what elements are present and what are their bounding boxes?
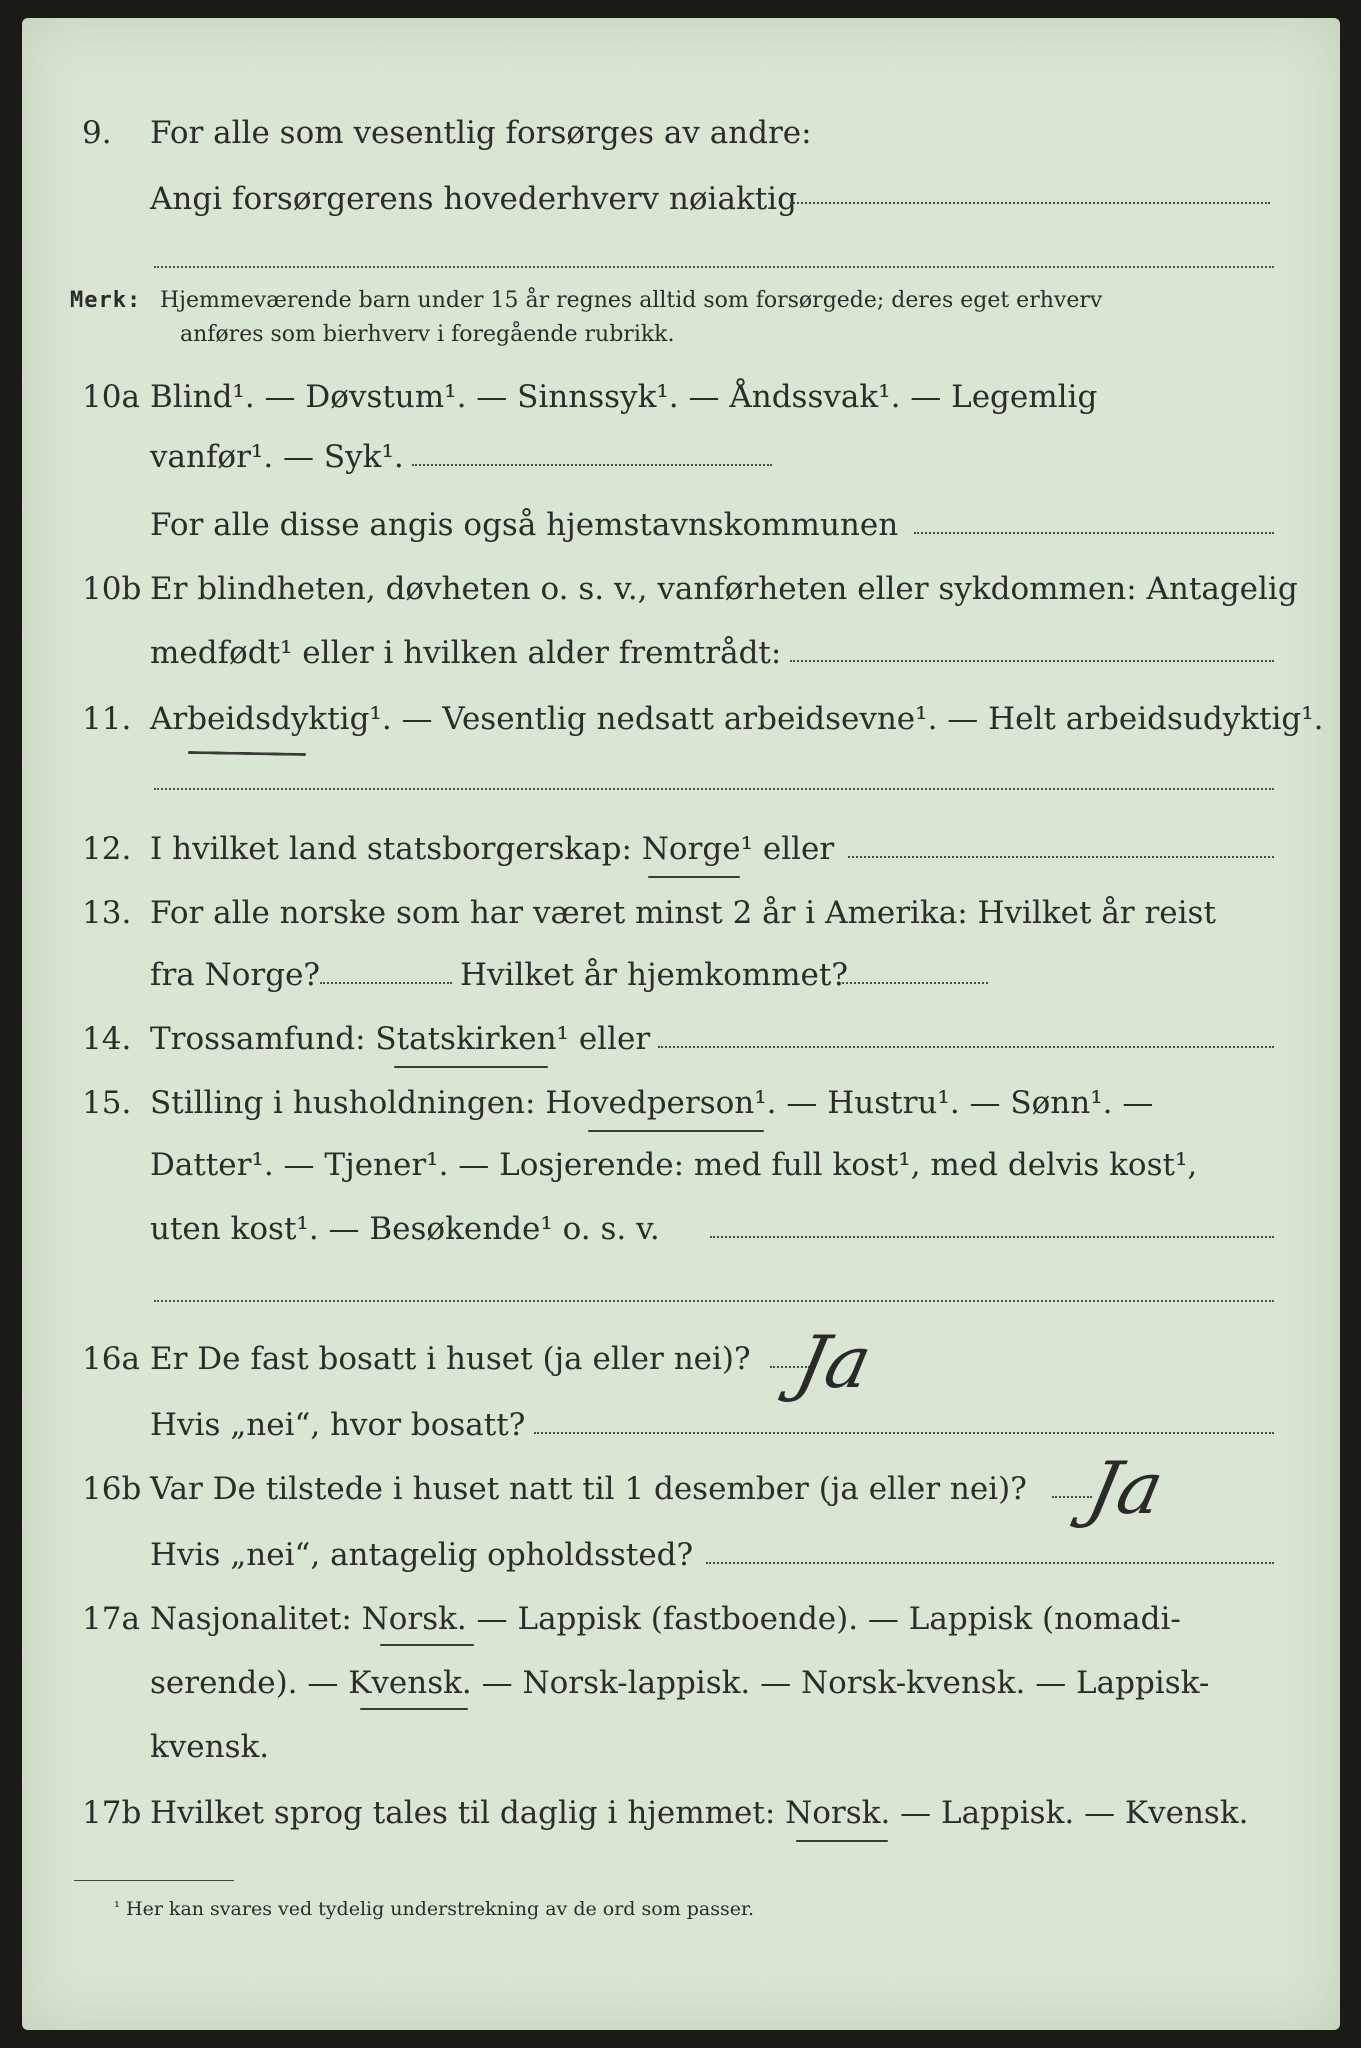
- question-number: 13.: [82, 895, 132, 931]
- question-number: 17a: [82, 1601, 140, 1637]
- question-text: Hvis „nei“, antagelig opholdssted?: [150, 1537, 694, 1573]
- answer-field-12[interactable]: [848, 856, 1274, 858]
- question-number: 14.: [82, 1021, 132, 1057]
- question-text: kvensk.: [150, 1729, 270, 1765]
- answer-field-10a[interactable]: [412, 464, 772, 466]
- question-text: medfødt¹ eller i hvilken alder fremtrådt:: [150, 635, 782, 671]
- answer-field-10b[interactable]: [790, 660, 1274, 662]
- answer-field-11[interactable]: [154, 788, 1274, 790]
- question-text: Stilling i husholdningen: Hovedperson¹. — Hustru¹. — Sønn¹. —: [150, 1085, 1154, 1121]
- question-text: Er De fast bosatt i huset (ja eller nei)?: [150, 1341, 751, 1377]
- question-text: Blind¹. — Døvstum¹. — Sinnssyk¹. — Åndssvak¹. — Legemlig: [150, 379, 1098, 415]
- question-text: For alle som vesentlig forsørges av andre:: [150, 115, 812, 151]
- handwritten-answer-16b: Ja: [1081, 1446, 1171, 1530]
- question-number: 17b: [82, 1795, 142, 1831]
- question-text: Angi forsørgerens hovederhverv nøiaktig: [150, 181, 797, 217]
- question-text: Hvilket sprog tales til daglig i hjemmet: Norsk. — Lappisk. — Kvensk.: [150, 1795, 1249, 1831]
- question-number: 16b: [82, 1471, 142, 1507]
- question-text: Trossamfund: Statskirken¹ eller: [150, 1021, 651, 1057]
- question-text: Nasjonalitet: Norsk. — Lappisk (fastboende). — Lappisk (nomadi-: [150, 1601, 1181, 1637]
- answer-field-15-extra[interactable]: [154, 1300, 1274, 1302]
- question-number: 10a: [82, 379, 140, 415]
- question-text: uten kost¹. — Besøkende¹ o. s. v.: [150, 1211, 660, 1247]
- answer-field-16a-bosatt[interactable]: [534, 1432, 1274, 1434]
- answer-field-9[interactable]: [790, 202, 1270, 204]
- answer-field-16b[interactable]: [1052, 1496, 1092, 1498]
- question-text: Hvis „nei“, hvor bosatt?: [150, 1407, 526, 1443]
- answer-field-10a-kommune[interactable]: [914, 532, 1274, 534]
- question-text: serende). — Kvensk. — Norsk-lappisk. — Norsk-kvensk. — Lappisk-: [150, 1665, 1210, 1701]
- handwritten-underline: [796, 1840, 888, 1842]
- footnote-text: Her kan svares ved tydelig understrekning av de ord som passer.: [126, 1898, 755, 1920]
- handwritten-underline: [588, 1130, 764, 1132]
- question-text: vanfør¹. — Syk¹.: [150, 439, 404, 475]
- handwritten-answer-16a: Ja: [789, 1320, 879, 1404]
- question-text: For alle disse angis også hjemstavnskommunen: [150, 507, 899, 543]
- question-text: Var De tilstede i huset natt til 1 desember (ja eller nei)?: [150, 1471, 1027, 1507]
- question-text: Arbeidsdyktig¹. — Vesentlig nedsatt arbeidsevne¹. — Helt arbeidsudyktig¹.: [150, 701, 1324, 737]
- question-text: Datter¹. — Tjener¹. — Losjerende: med full kost¹, med delvis kost¹,: [150, 1147, 1198, 1183]
- merk-label: Merk:: [70, 288, 142, 313]
- answer-field-15[interactable]: [710, 1236, 1274, 1238]
- answer-field-13-reist[interactable]: [320, 982, 452, 984]
- merk-text: Hjemmeværende barn under 15 år regnes alltid som forsørgede; deres eget erhverv: [160, 288, 1103, 313]
- handwritten-underline: [360, 1708, 468, 1710]
- question-number: 12.: [82, 831, 132, 867]
- question-number: 15.: [82, 1085, 132, 1121]
- answer-field-16b-opholdssted[interactable]: [706, 1562, 1274, 1564]
- question-number: 10b: [82, 571, 142, 607]
- footnote-mark: ¹: [114, 1898, 121, 1916]
- question-number: 9.: [82, 115, 112, 151]
- answer-field-13-hjemkommet[interactable]: [842, 982, 988, 984]
- answer-field-9-extra[interactable]: [154, 266, 1274, 268]
- merk-text: anføres som bierhverv i foregående rubrikk.: [180, 322, 675, 347]
- form-page: [22, 18, 1340, 2030]
- handwritten-underline: [380, 1644, 474, 1646]
- handwritten-underline: [188, 751, 306, 756]
- question-text: Er blindheten, døvheten o. s. v., vanførheten eller sykdommen: Antagelig: [150, 571, 1298, 607]
- question-text: I hvilket land statsborgerskap: Norge¹ eller: [150, 831, 835, 867]
- question-text: Hvilket år hjemkommet?: [460, 957, 848, 993]
- handwritten-underline: [648, 876, 740, 878]
- question-number: 16a: [82, 1341, 140, 1377]
- answer-field-14[interactable]: [658, 1046, 1274, 1048]
- question-text: For alle norske som har været minst 2 år i Amerika: Hvilket år reist: [150, 895, 1216, 931]
- footnote-separator: [74, 1880, 234, 1881]
- question-text: fra Norge?: [150, 957, 321, 993]
- handwritten-underline: [394, 1066, 548, 1068]
- question-number: 11.: [82, 701, 132, 737]
